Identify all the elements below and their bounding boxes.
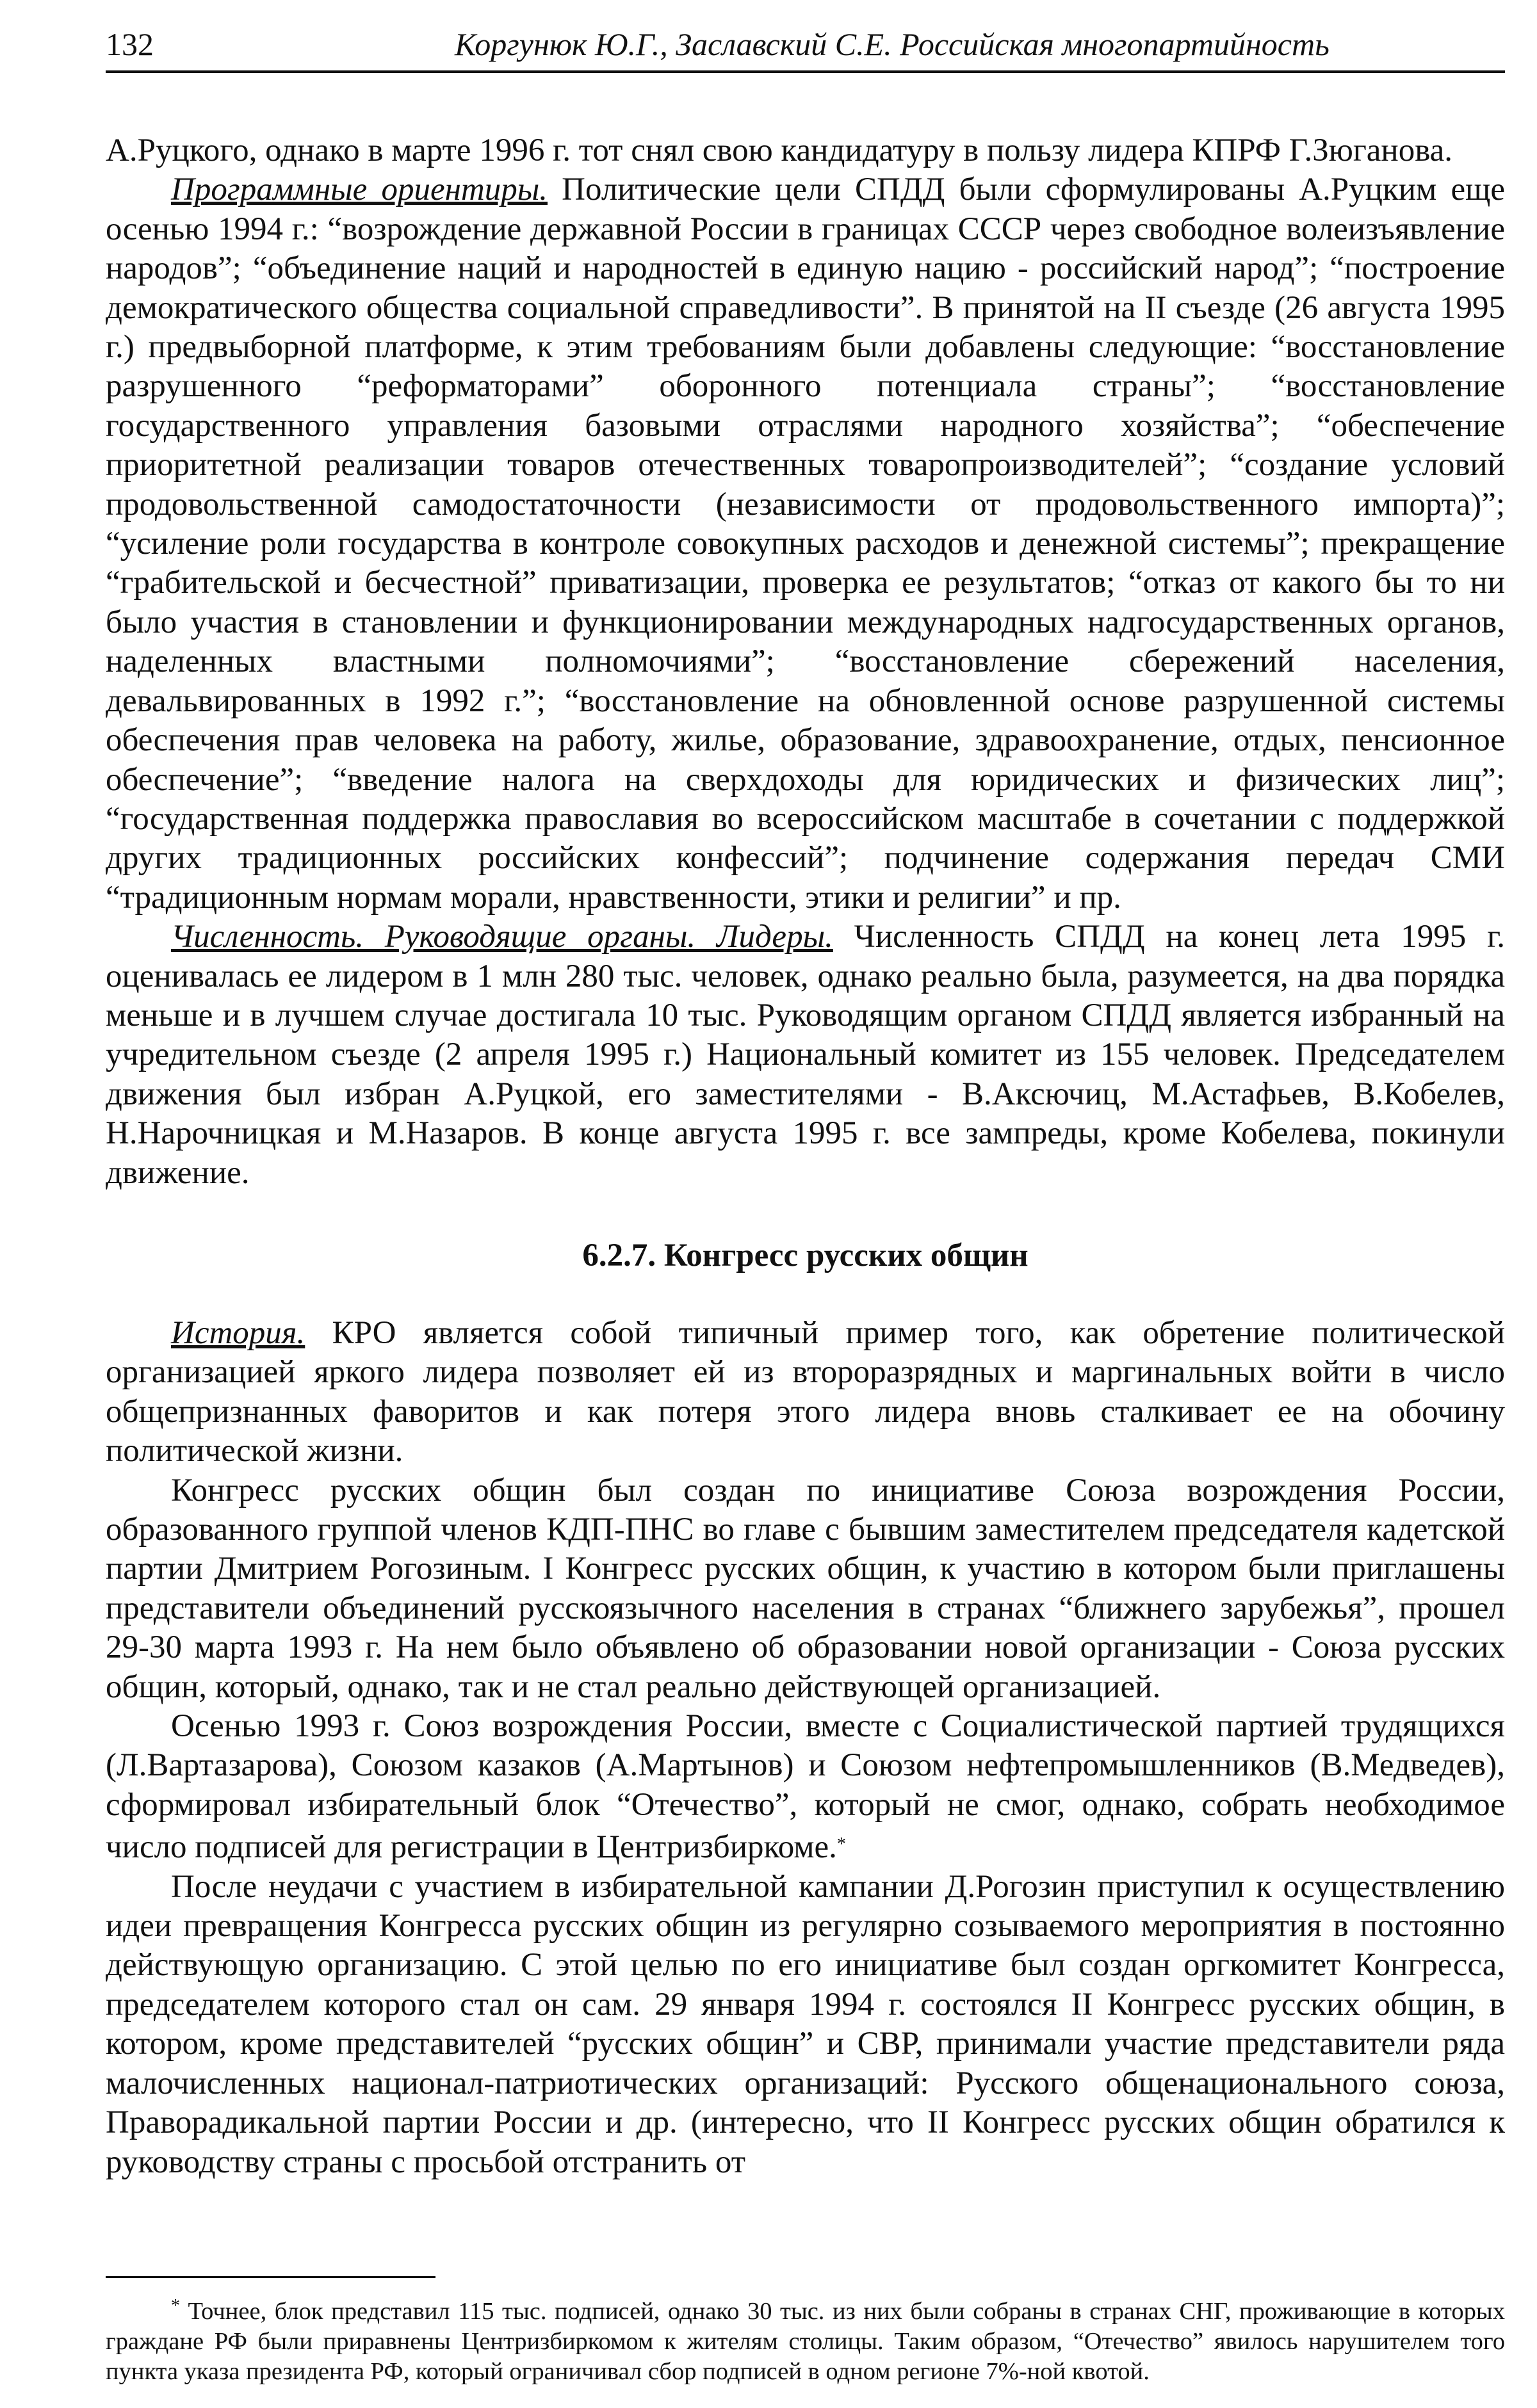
paragraph-text: Численность СПДД на конец лета 1995 г. оценивалась ее лидером в 1 млн 280 тыс. человек, однако реально была, разумеется, на два порядка меньше и в лучшем случае достигала 10 тыс. Руководящим органом СПДД является избранный на учредительном съезде (2 апреля 1995 г.) Национальный комитет из 155 человек. Председателем движения был избран А.Руцкой, его заместителями - В.Аксючиц, М.Астафьев, В.Кобелев, Н.Нарочницкая и М.Назаров. В конце августа 1995 г. все зампреды, кроме Кобелева, покинули движение.: [106, 919, 1505, 1191]
paragraph-text: КРО является собой типичный пример того, как обретение политической организацией яркого лидера позволяет ей из второразрядных и маргинальных войти в число общепризнанных фаворитов и как потеря этого лидера вновь сталкивает ее на обочину политической жизни.: [106, 1314, 1505, 1469]
section-label-program: Программные ориентиры.: [171, 172, 548, 208]
running-title: Коргунюк Ю.Г., Заславский С.Е. Российская многопартийность: [455, 26, 1330, 62]
paragraph-continuation: А.Руцкого, однако в марте 1996 г. тот снял свою кандидатуру в пользу лидера КПРФ Г.Зюганова.: [106, 133, 1453, 168]
paragraph-program: [106, 170, 1505, 917]
paragraph-membership: [106, 917, 1505, 1193]
paragraph-founding: Конгресс русских общин был создан по инициативе Союза возрождения России, образованного группой членов КДП-ПНС во главе с бывшим заместителем председателя кадетской партии Дмитрием Рогозиным. I Конгресс русских общин, к участию в котором были приглашены представители объединений русскоязычного населения в странах “ближнего зарубежья”, прошел 29-30 марта 1993 г. На нем было объявлено об образовании новой организации - Союза русских общин, который, однако, так и не стал реально действующей организацией.: [106, 1472, 1505, 1705]
paragraph-second-congress: После неудачи с участием в избирательной кампании Д.Рогозин приступил к осуществлению идеи превращения Конгресса русских общин из регулярно созываемого мероприятия в постоянно действующую организацию. С этой целью по его инициативе был создан оргкомитет Конгресса, председателем которого стал он сам. 29 января 1994 г. состоялся II Конгресс русских общин, в котором, кроме представителей “русских общин” и СВР, принимали участие представители ряда малочисленных национал-патриотических организаций: Русского общенационального союза, Праворадикальной партии России и др. (интересно, что II Конгресс русских общин обратился к руководству страны с просьбой отстранить от: [106, 1868, 1505, 2180]
section-label-history: История.: [171, 1314, 305, 1351]
footnote-mark: *: [171, 2296, 180, 2316]
page-number: 132: [106, 26, 154, 62]
book-page: [106, 19, 1505, 2388]
paragraph-fatherland-bloc: [106, 1707, 1505, 1868]
footnote-divider: [106, 2276, 435, 2278]
footnote-text: Точнее, блок представил 115 тыс. подписей, однако 30 тыс. из них были собраны в странах СНГ, проживающие в которых граждане РФ были приравнены Центризбиркомом к жителям столицы. Таким образом, “Отечество” явилось нарушителем того пункта указа президента РФ, который ограничивал сбор подписей в одном регионе 7%-ной квотой.: [106, 2298, 1505, 2385]
footnote: [106, 2291, 1505, 2387]
section-heading: 6.2.7. Конгресс русских общин: [582, 1237, 1029, 1273]
footnote-reference[interactable]: *: [836, 1834, 846, 1855]
paragraph-text: Осенью 1993 г. Союз возрождения России, вместе с Социалистической партией трудящихся (Л.Вартазарова), Союзом казаков (А.Мартынов) и Союзом нефтепромышленников (В.Медведев), сформировал избирательный блок “Отечество”, который не смог, однако, собрать необходимое число подписей для регистрации в Центризбиркоме.: [106, 1708, 1505, 1866]
page-header: [106, 19, 1505, 73]
section-label-membership: Численность. Руководящие органы. Лидеры.: [171, 919, 833, 955]
paragraph-history: [106, 1314, 1505, 1471]
paragraph-text: Политические цели СПДД были сформулированы А.Руцким еще осенью 1994 г.: “возрождение державной России в границах СССР через свободное волеизъявление народов”; “объединение наций и народностей в единую нацию - российский народ”; “построение демократического общества социальной справедливости”. В принятой на II съезде (26 августа 1995 г.) предвыборной платформе, к этим требованиям были добавлены следующие: “восстановление разрушенного “реформаторами” оборонного потенциала страны”; “восстановление государственного управления базовыми отраслями народного хозяйства”; “обеспечение приоритетной реализации товаров отечественных товаропроизводителей”; “создание условий продовольственной самодостаточности (независимости от продовольственного импорта)”; “усиление роли государства в контроле совокупных расходов и денежной системы”; прекращение “грабительской и бесчестной” приватизации, проверка ее результатов; “отказ от какого бы то ни было участия в становлении и функционировании международных надгосударственных органов, наделенных властными полномочиями”; “восстановление сбережений населения, девальвированных в 1992 г.”; “восстановление на обновленной основе разрушенной системы обеспечения прав человека на работу, жилье, образование, здравоохранение, отдых, пенсионное обеспечение”; “введение налога на сверхдоходы для юридических и физических лиц”; “государственная поддержка православия во всероссийском масштабе в сочетании с поддержкой других традиционных российских конфессий”; подчинение содержания передач СМИ “традиционным нормам морали, нравственности, этики и религии” и пр.: [106, 172, 1505, 916]
page-body: [106, 131, 1505, 2182]
